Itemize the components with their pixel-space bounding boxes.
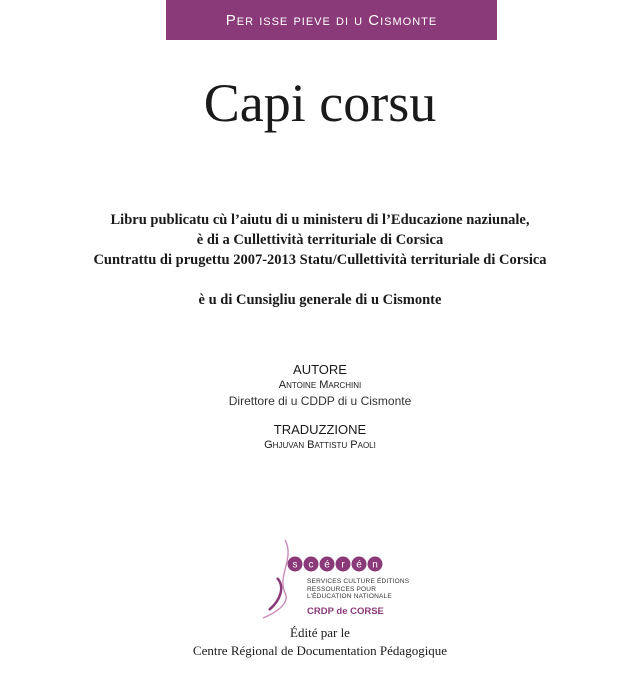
series-banner-text: Per isse pieve di u Cismonte bbox=[225, 11, 438, 29]
logo-letter-circles bbox=[288, 557, 383, 572]
logo-tagline-line: SERVICES CULTURE ÉDITIONS bbox=[307, 578, 410, 585]
publisher bbox=[0, 624, 640, 660]
funding-line: è di a Cullettività territuriale di Corsica bbox=[196, 232, 444, 248]
logo-letter: é bbox=[324, 559, 330, 571]
logo-swoosh bbox=[263, 540, 288, 618]
credits bbox=[0, 361, 640, 453]
logo-letter: r bbox=[341, 559, 345, 571]
logo-tagline bbox=[307, 578, 409, 601]
author-name: Antoine Marchini bbox=[278, 379, 362, 391]
funding-line: Cuntrattu di prugettu 2007-2013 Statu/Cullettività territuriale di Corsica bbox=[93, 252, 547, 268]
logo-letter: n bbox=[372, 559, 378, 571]
logo-letter: s bbox=[292, 559, 298, 571]
series-banner bbox=[166, 0, 497, 40]
author-description: Direttore di u CDDP di u Cismonte bbox=[228, 394, 412, 408]
funding-extra-line: è u di Cunsigliu generale di u Cismonte bbox=[198, 292, 442, 308]
logo-swoosh-accent bbox=[269, 578, 281, 610]
author-role: AUTORE bbox=[293, 362, 347, 377]
logo-crdp: CRDP de CORSE bbox=[307, 606, 384, 617]
book-title: Capi corsu bbox=[203, 73, 437, 133]
funding-line: Libru publicatu cù l’aiutu di u ministeru di l’Educazione naziunale, bbox=[110, 212, 530, 228]
translation-role: TRADUZZIONE bbox=[273, 422, 367, 437]
logo-letter: c bbox=[308, 559, 314, 571]
funding-statement bbox=[0, 210, 640, 310]
publisher-line: Édité par le bbox=[290, 625, 350, 640]
logo-tagline-line: RESSOURCES POUR bbox=[307, 585, 377, 593]
publisher-name: Centre Régional de Documentation Pédagogique bbox=[192, 643, 448, 658]
translator-name: Ghjuvan Battistu Paoli bbox=[264, 439, 376, 451]
logo-tagline-line: L’ÉDUCATION NATIONALE bbox=[307, 593, 392, 600]
logo-letter: é bbox=[356, 559, 362, 571]
